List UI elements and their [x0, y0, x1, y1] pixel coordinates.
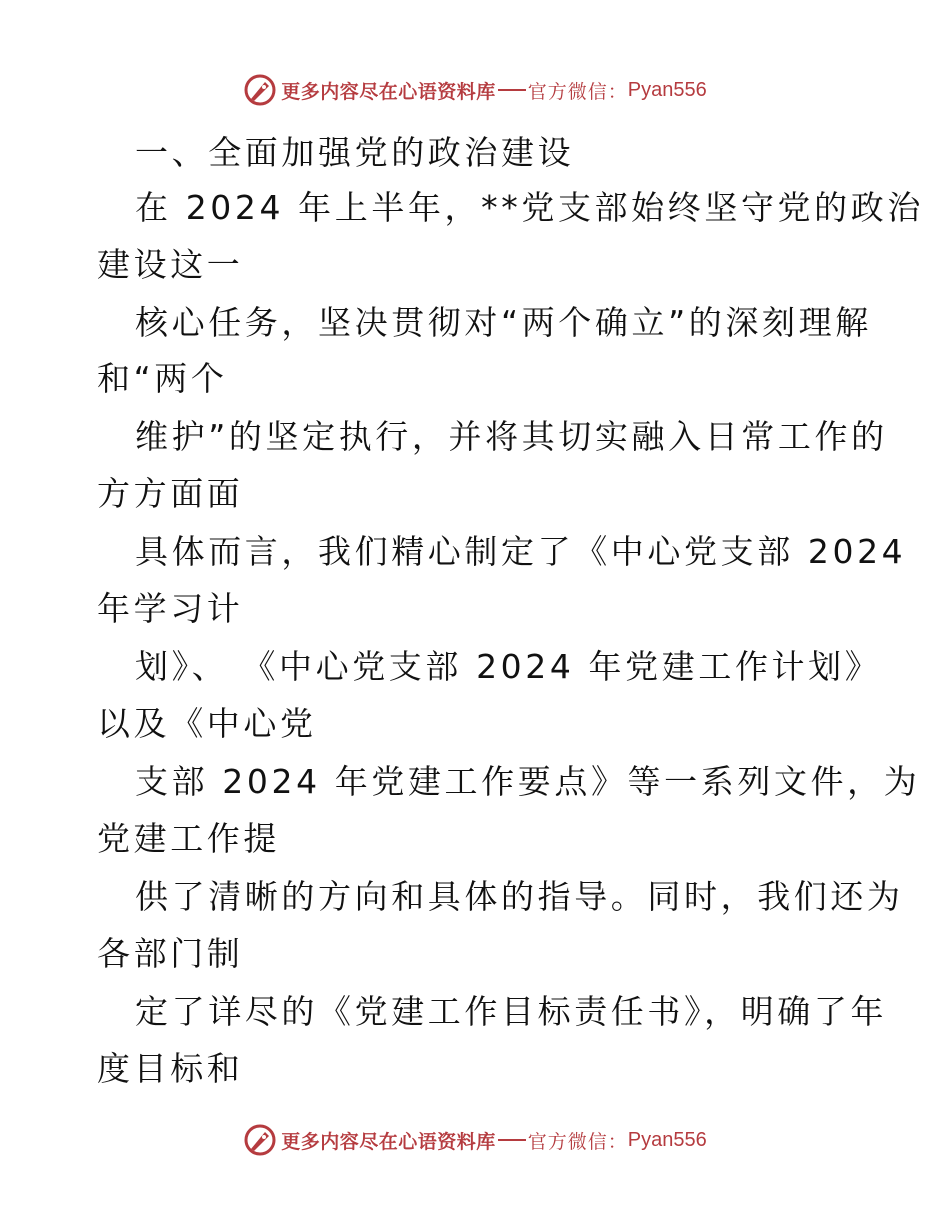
paragraph-line: 维护”的坚定执行，并将其切实融入日常工作的 — [135, 417, 888, 456]
paragraph-line: 度目标和 — [97, 1049, 244, 1088]
header-dash — [498, 89, 526, 91]
paragraph-line: 和“两个 — [97, 359, 228, 398]
paragraph-line: 各部门制 — [97, 934, 244, 973]
paragraph-line: 在 2024 年上半年，**党支部始终坚守党的政治 — [135, 188, 924, 227]
pen-nib-icon — [243, 1123, 277, 1157]
footer-dash — [498, 1139, 526, 1141]
footer-wechat-label: 官方微信： — [527, 1130, 628, 1153]
footer-brand-text: 更多内容尽在心语资料库 — [281, 1130, 496, 1153]
footer-wechat-id: Pyan556 — [627, 1128, 707, 1151]
header-wechat-id: Pyan556 — [627, 78, 707, 101]
header-banner — [0, 70, 950, 110]
paragraph-line: 以及《中心党 — [97, 704, 317, 743]
paragraph-line: 建设这一 — [97, 245, 244, 284]
paragraph-line: 年学习计 — [97, 589, 244, 628]
paragraph-line: 供了清晰的方向和具体的指导。同时，我们还为 — [135, 877, 904, 916]
pen-nib-icon — [243, 73, 277, 107]
paragraph-line: 具体而言，我们精心制定了《中心党支部 2024 — [135, 532, 907, 571]
paragraph-line: 支部 2024 年党建工作要点》等一系列文件，为 — [135, 762, 921, 801]
paragraph-line: 方方面面 — [97, 474, 244, 513]
header-wechat-label: 官方微信： — [527, 80, 628, 103]
paragraph-line: 划》、 《中心党支部 2024 年党建工作计划》 — [135, 647, 882, 686]
paragraph-line: 核心任务，坚决贯彻对“两个确立”的深刻理解 — [135, 303, 872, 342]
header-brand-text: 更多内容尽在心语资料库 — [281, 80, 496, 103]
footer-banner — [0, 1120, 950, 1160]
paragraph-line: 党建工作提 — [97, 819, 280, 858]
paragraph-line: 定了详尽的《党建工作目标责任书》，明确了年 — [135, 992, 888, 1031]
section-heading: 一、全面加强党的政治建设 — [135, 133, 575, 172]
